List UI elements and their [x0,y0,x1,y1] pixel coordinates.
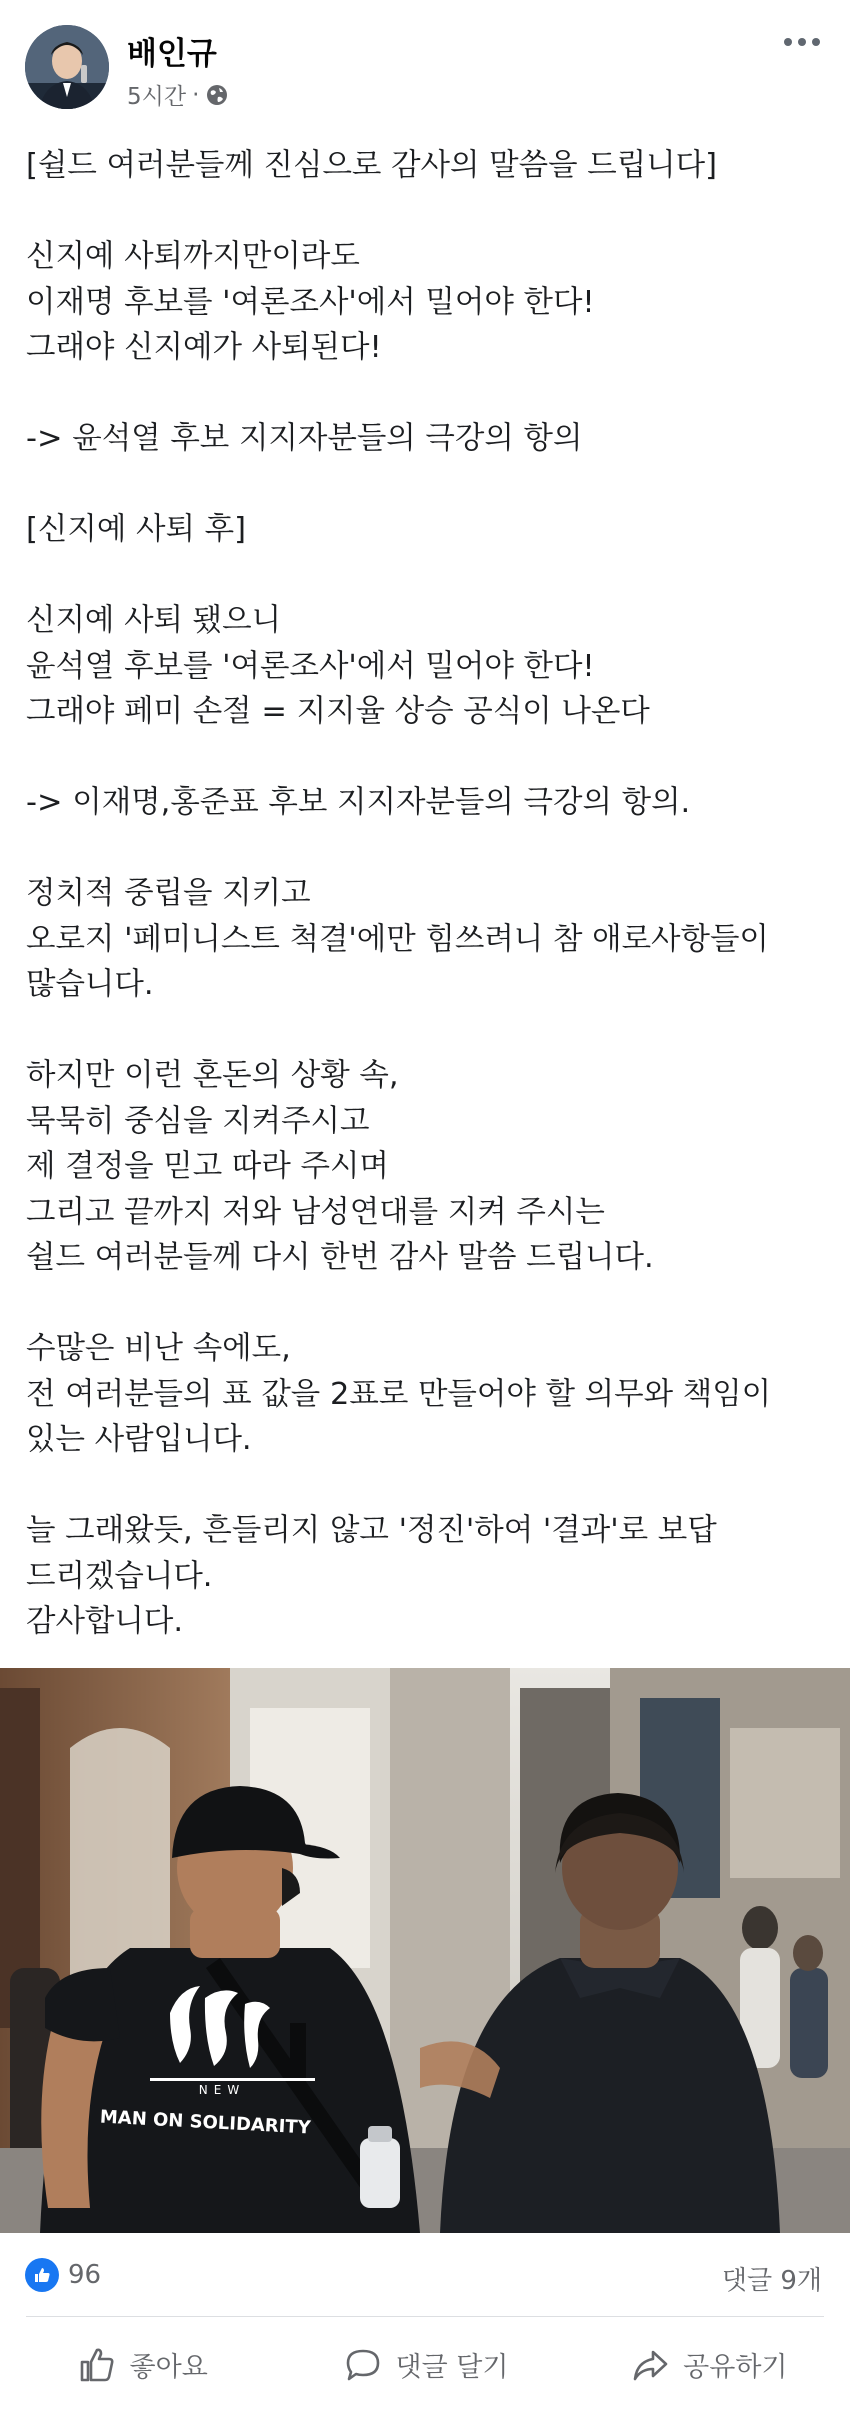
post-text [26,143,831,1645]
share-icon [629,2344,671,2386]
blank-line [26,735,831,781]
post-text-line: 있는 사람입니다. [26,1422,252,1457]
post-time[interactable]: 5시간 [127,84,187,110]
post-text-line: 많습니다. [26,967,154,1002]
comment-icon [342,2344,384,2386]
post-text-line: 하지만 이런 혼돈의 상황 속, [26,1058,399,1093]
post-text-line: 신지예 사퇴까지만이라도 [26,239,360,274]
post-text-line: 정치적 중립을 지키고 [26,876,311,911]
thumbs-up-icon [76,2344,118,2386]
share-button[interactable] [567,2320,850,2409]
post-text-line: 윤석열 후보를 '여론조사'에서 밀어야 한다! [26,648,595,684]
globe-icon [205,83,229,107]
comment-count[interactable]: 댓글 9개 [721,2266,822,2296]
blank-line [26,189,831,235]
post-text-line: 제 결정을 믿고 따라 주시며 [26,1149,389,1184]
share-button-label: 공유하기 [683,2352,788,2383]
like-button[interactable] [0,2320,283,2409]
post-header [0,0,850,130]
post-text-line: [쉴드 여러분들께 진심으로 감사의 말씀을 드립니다] [26,148,717,183]
post-text-line: -> 이재명,홍준표 후보 지지자분들의 극강의 항의. [26,785,691,820]
blank-line [26,371,831,417]
post-meta [127,78,229,111]
post-text-line: [신지예 사퇴 후] [26,512,246,547]
post-text-line: 그래야 페미 손절 = 지지율 상승 공식이 나온다 [26,694,650,729]
like-reaction-icon[interactable] [25,2258,59,2292]
like-button-label: 좋아요 [129,2352,208,2383]
comment-button-label: 댓글 달기 [395,2352,509,2383]
blank-line [26,826,831,872]
post-text-line: 감사합니다. [26,1604,184,1639]
more-options-button[interactable] [772,20,832,64]
like-count[interactable]: 96 [68,2260,102,2290]
blank-line [26,1008,831,1054]
post-text-line: 오로지 '페미니스트 척결'에만 힘쓰려니 참 애로사항들이 [26,921,769,957]
avatar[interactable] [25,25,109,109]
post-text-line: 그래야 신지예가 사퇴된다! [26,330,382,365]
blank-line [26,462,831,508]
post-text-line: 전 여러분들의 표 값을 2표로 만들어야 할 의무와 책임이 [26,1376,772,1412]
meta-separator: · [192,81,200,108]
divider [26,2316,824,2317]
shirt-text-top: NEW [198,2083,246,2097]
shirt-text: MAN ON SOLIDARITY [99,2106,312,2139]
post-text-line: 묵묵히 중심을 지켜주시고 [26,1103,370,1139]
post-text-line: 쉴드 여러분들께 다시 한번 감사 말씀 드립니다. [26,1240,654,1275]
post-text-line: 늘 그래왔듯, 흔들리지 않고 '정진'하여 '결과'로 보답 [26,1513,717,1548]
post-text-line: 이재명 후보를 '여론조사'에서 밀어야 한다! [26,284,595,320]
blank-line [26,1281,831,1327]
post-text-line: 신지예 사퇴 됐으니 [26,603,282,638]
comment-button[interactable] [283,2320,566,2409]
more-icon [782,37,822,47]
author-name[interactable]: 배인규 [127,36,217,72]
post-text-line: -> 윤석열 후보 지지자분들의 극강의 항의 [26,421,583,456]
post-text-line: 수많은 비난 속에도, [26,1331,291,1366]
reactions-bar [0,2242,850,2314]
post-actions [0,2320,850,2409]
blank-line [26,553,831,599]
post-photo[interactable] [0,1668,850,2233]
blank-line [26,1463,831,1509]
post-text-line: 드리겠습니다. [26,1558,213,1594]
post-text-line: 그리고 끝까지 저와 남성연대를 지켜 주시는 [26,1194,605,1230]
